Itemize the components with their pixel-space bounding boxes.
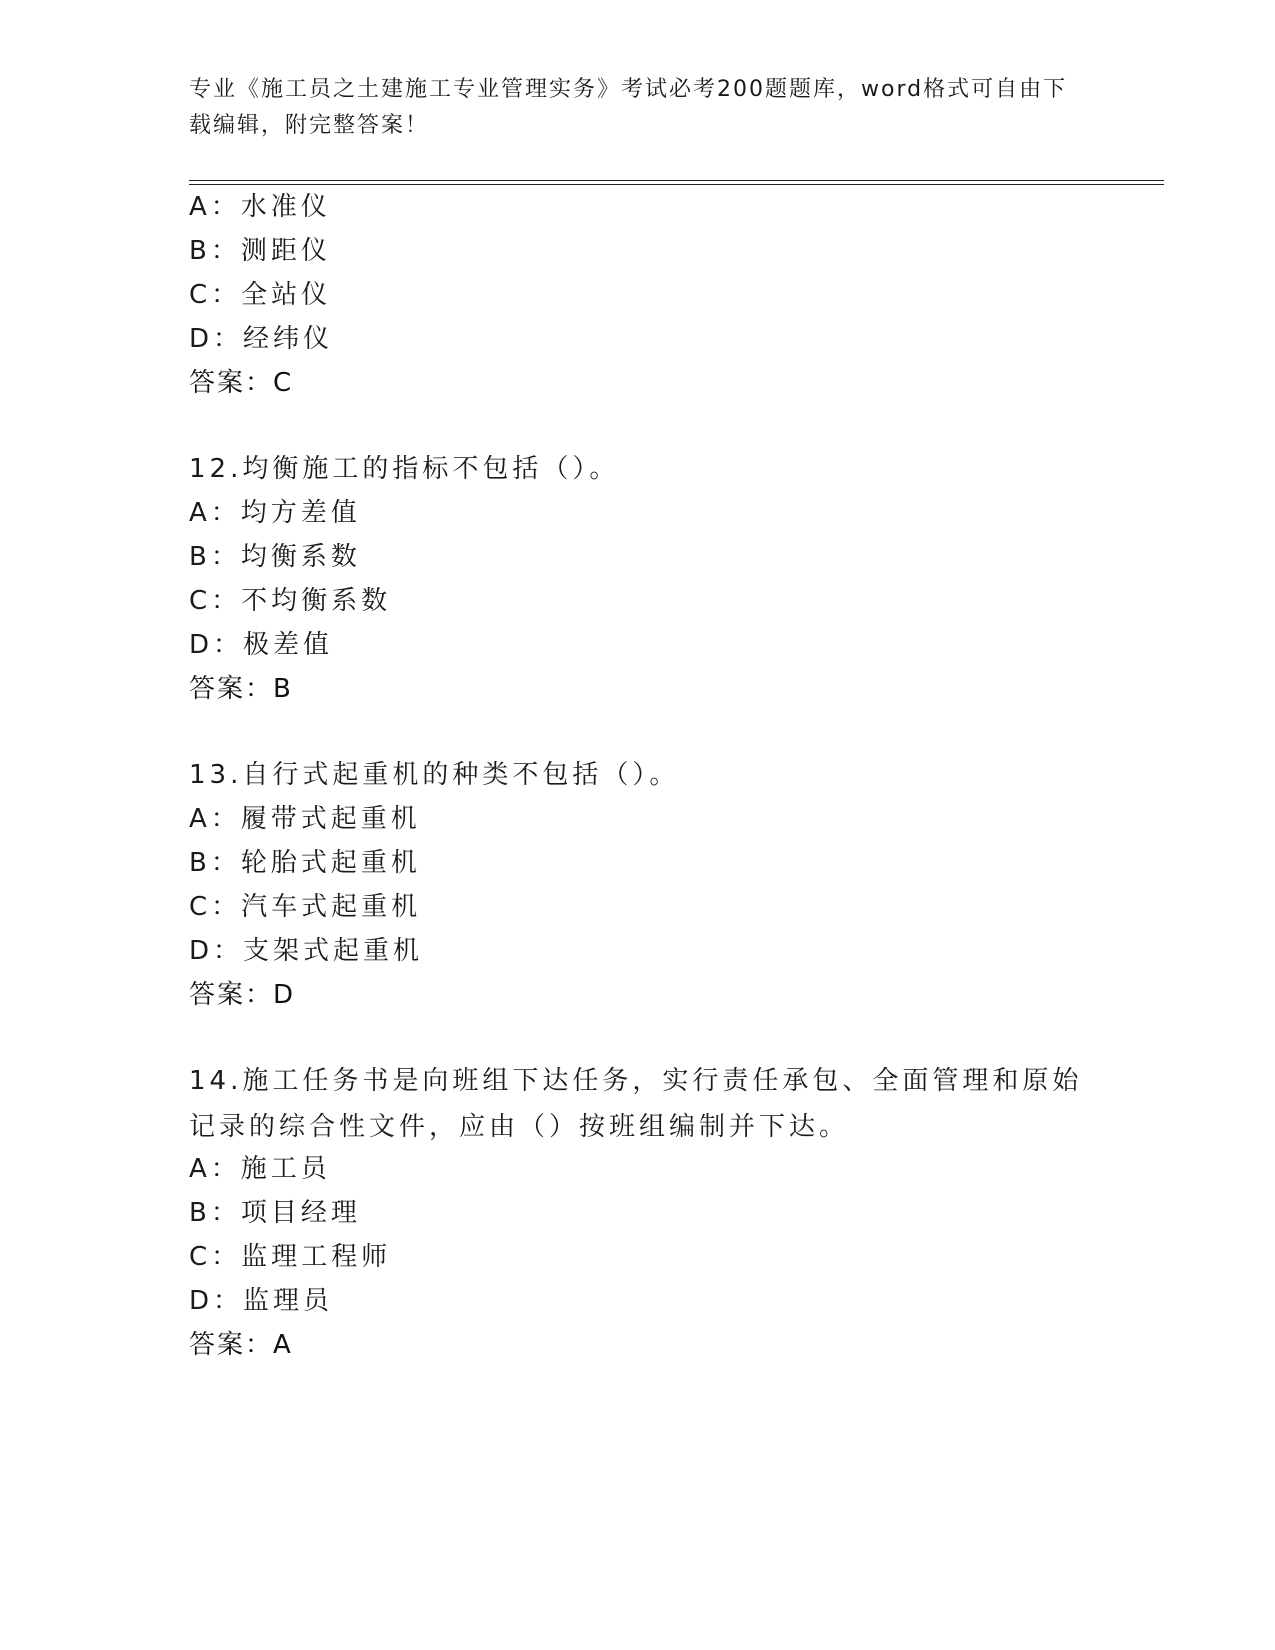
q14-option-c: C：监理工程师: [189, 1242, 392, 1272]
header-divider-top: [189, 180, 1164, 181]
q13-option-b: B：轮胎式起重机: [189, 848, 421, 878]
q14-option-b: B：项目经理: [189, 1198, 361, 1228]
q14-option-d: D：监理员: [189, 1286, 334, 1316]
q11-option-d: D：经纬仪: [189, 324, 334, 354]
q13-option-c: C：汽车式起重机: [189, 892, 422, 922]
q12-question: 12.均衡施工的指标不包括（）。: [189, 454, 620, 484]
q13-option-d: D：支架式起重机: [189, 936, 424, 966]
q14-option-a: A：施工员: [189, 1154, 331, 1184]
q11-option-c: C：全站仪: [189, 280, 332, 310]
q14-question: 14.施工任务书是向班组下达任务，实行责任承包、全面管理和原始记录的综合性文件，应由（）按班组编制并下达。: [189, 1066, 1083, 1142]
q14-answer: 答案：A: [189, 1330, 293, 1360]
q13-question: 13.自行式起重机的种类不包括（）。: [189, 760, 680, 790]
q11-option-a: A：水准仪: [189, 192, 331, 222]
q13-answer: 答案：D: [189, 980, 296, 1010]
q11-option-b: B：测距仪: [189, 236, 331, 266]
q12-option-a: A：均方差值: [189, 498, 361, 528]
document-header-title: 专业《施工员之土建施工专业管理实务》考试必考200题题库，word格式可自由下载编辑，附完整答案！: [189, 77, 1068, 138]
q12-option-c: C：不均衡系数: [189, 586, 392, 616]
q12-option-b: B：均衡系数: [189, 542, 361, 572]
q12-answer: 答案：B: [189, 674, 293, 704]
q12-option-d: D：极差值: [189, 630, 334, 660]
header-divider-bottom: [189, 184, 1164, 185]
q11-answer: 答案：C: [189, 368, 294, 398]
q13-option-a: A：履带式起重机: [189, 804, 421, 834]
